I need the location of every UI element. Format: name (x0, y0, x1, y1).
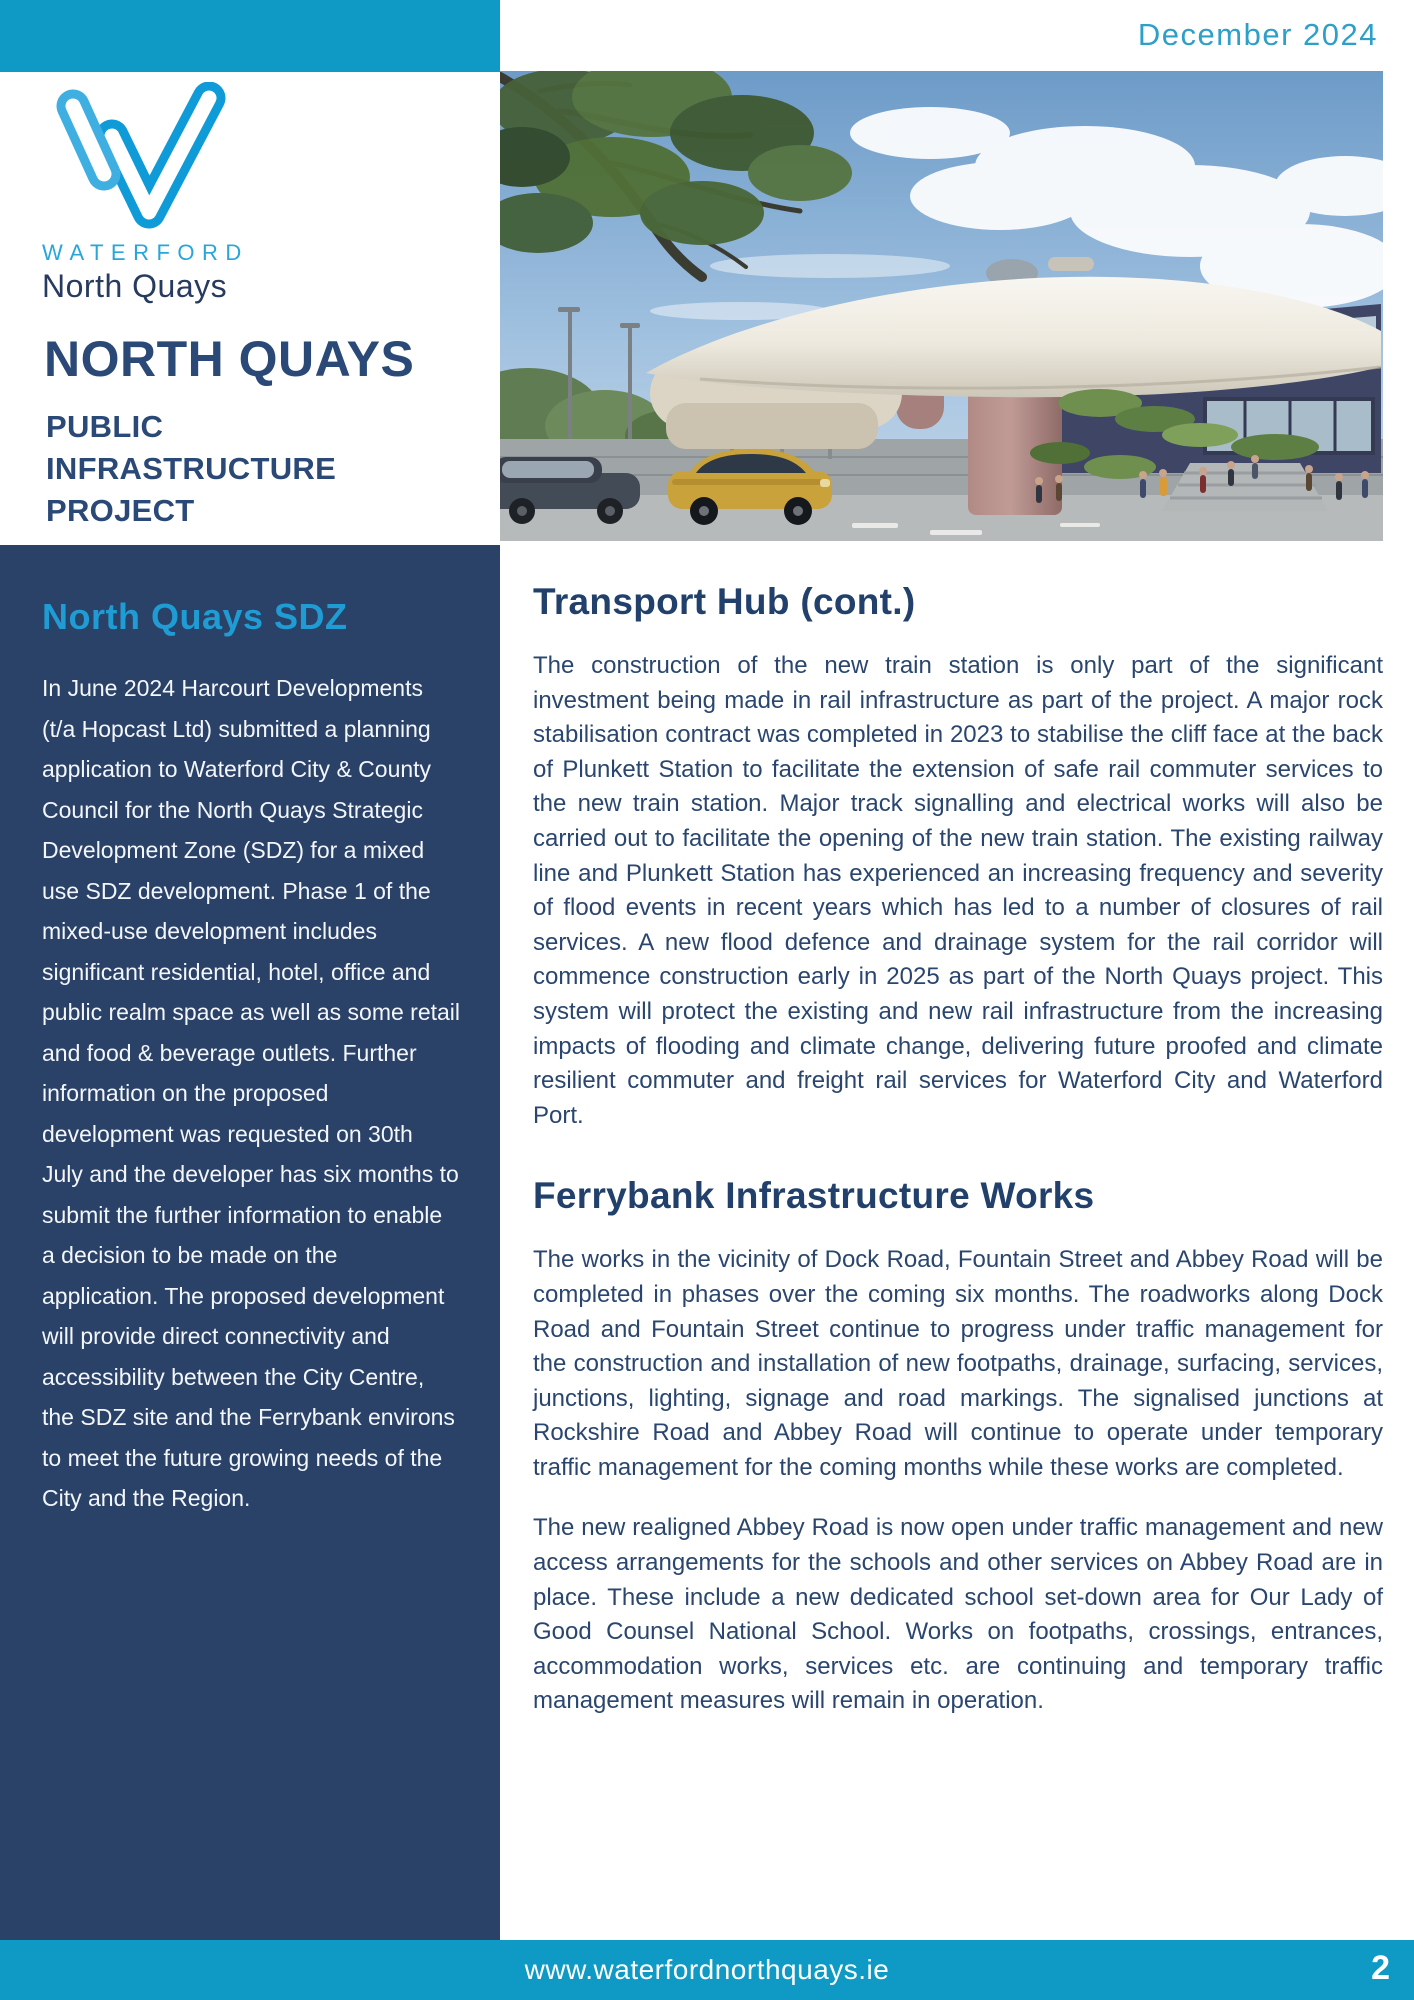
footer-page-number: 2 (1371, 1949, 1390, 1987)
logo-brand-subname: North Quays (42, 268, 228, 304)
page-subtitle-line: PROJECT (46, 493, 195, 528)
page-subtitle-line: INFRASTRUCTURE (46, 451, 337, 486)
sidebar-panel (0, 545, 500, 1940)
waterford-w-logo-icon (42, 82, 247, 232)
top-accent-bar (0, 0, 500, 72)
section-heading-transport-hub: Transport Hub (cont.) (533, 581, 916, 622)
logo-brand-name: WATERFORD (42, 240, 249, 265)
sidebar-heading: North Quays SDZ (42, 596, 348, 637)
station-render-illustration (500, 71, 1383, 541)
page-subtitle-line: PUBLIC (46, 409, 164, 444)
ferrybank-paragraph-1: The works in the vicinity of Dock Road, Fountain Street and Abbey Road will be completed in phases over the coming six months. The roadworks along Dock Road and Fountain Street continue to progress under traffic management for the construction and installation of new footpaths, drainage, surfacing, services, junctions, lighting, signage and road markings. The signalised junctions at Rockshire Road and Abbey Road will continue to operate under temporary traffic management for the coming months while these works are completed. (533, 1246, 1383, 1481)
logo-block (42, 82, 462, 305)
page-title: NORTH QUAYS (44, 331, 415, 387)
footer-website-url: www.waterfordnorthquays.ie (524, 1954, 890, 1985)
issue-date: December 2024 (1137, 17, 1378, 52)
station-render-photo (500, 71, 1383, 541)
section-heading-ferrybank: Ferrybank Infrastructure Works (533, 1175, 1095, 1217)
ferrybank-paragraph-2: The new realigned Abbey Road is now open under traffic management and new access arrangements for the schools and other services on Abbey Road are in place. These include a new dedicated school set-down area for Our Lady of Good Counsel National School. Works on footpaths, crossings, entrances, accommodation works, services etc. are continuing and temporary traffic management measures will remain in operation. (533, 1514, 1383, 1715)
main-article-column (533, 581, 1383, 1719)
footer-bar (0, 1940, 1414, 2000)
sidebar-body-text: In June 2024 Harcourt Developments (t/a Hopcast Ltd) submitted a planning application to Waterford City & County Council for the North Quays Strategic Development Zone (SDZ) for a mixed use SDZ development. Phase 1 of the mixed-use development includes significant residential, hotel, office and public realm space as well as some retail and food & beverage outlets. Further information on the proposed development was requested on 30th July and the developer has six months to submit the further information to enable a decision to be made on the application. The proposed development will provide direct connectivity and accessibility between the City Centre, the SDZ site and the Ferrybank environs to meet the future growing needs of the City and the Region. (42, 675, 461, 1511)
transport-hub-paragraph: The construction of the new train station is only part of the significant investment being made in rail infrastructure as part of the project. A major rock stabilisation contract was completed in 2023 to stabilise the cliff face at the back of Plunkett Station to facilitate the extension of safe rail commuter services to the new train station. Major track signalling and electrical works will also be carried out to facilitate the opening of the new train station. The existing railway line and Plunkett Station has experienced an increasing frequency and severity of flood events in recent years which has led to a number of closures of rail services. A new flood defence and drainage system for the rail corridor will commence construction early in 2025 as part of the North Quays project. This system will protect the existing and new rail infrastructure from the increasing impacts of flooding and climate change, delivering future proofed and climate resilient commuter and freight rail services for Waterford City and Waterford Port. (533, 652, 1383, 1129)
page-subtitle (46, 406, 336, 532)
